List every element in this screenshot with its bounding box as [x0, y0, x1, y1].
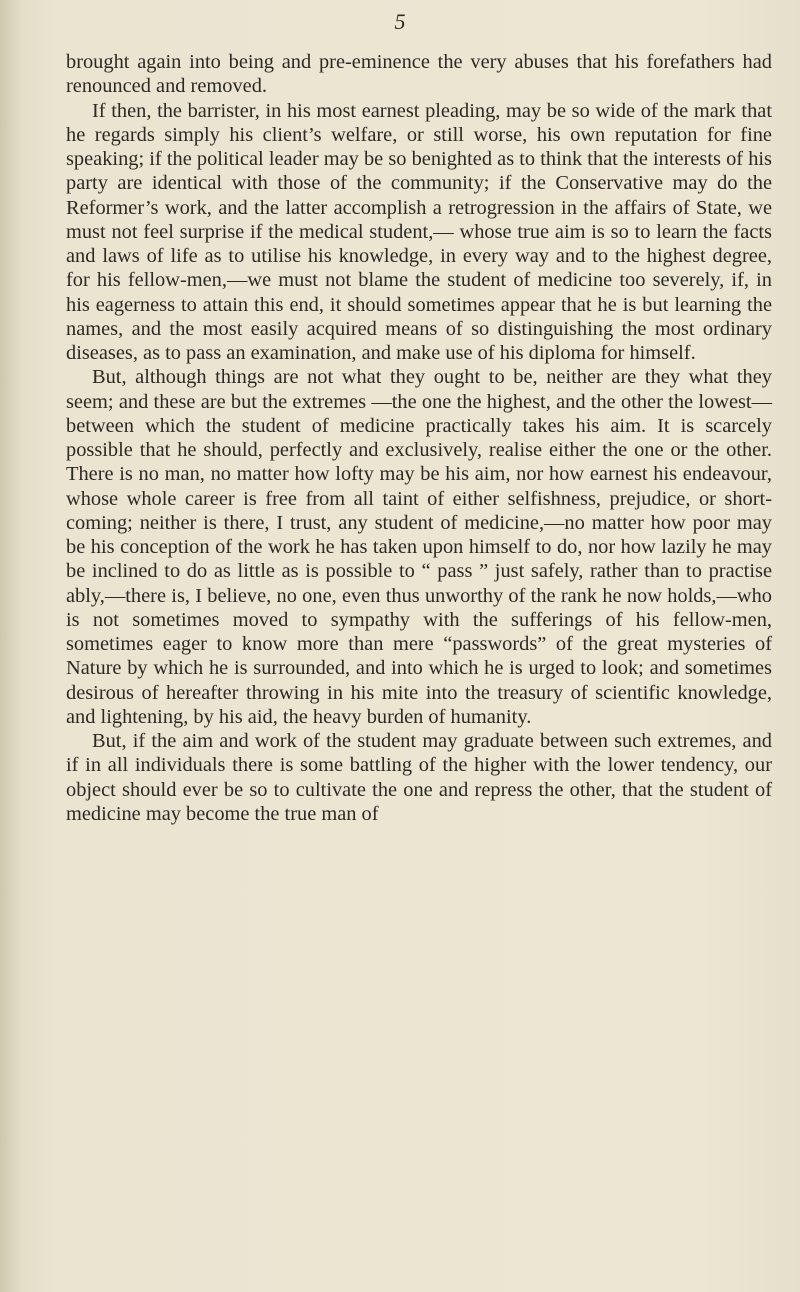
paragraph-1: brought again into being and pre-eminence the very abuses that his forefathers had renounced and removed.	[66, 51, 772, 98]
page-number: 5	[394, 9, 406, 34]
body-text	[66, 50, 772, 826]
paragraph-3: But, although things are not what they ought to be, neither are they what they seem; and these are but the extremes —the one the highest, and the other the lowest—between which the student of medicine practically takes his aim. It is scarcely possible that he should, perfectly and exclusively, realise either the one or the other. There is no man, no matter how lofty may be his aim, nor how earnest his endeavour, whose whole career is free from all taint of either selfishness, prejudice, or short-coming; neither is there, I trust, any student of medicine,—no matter how poor may be his conception of the work he has taken upon himself to do, nor how lazily he may be inclined to do as little as is possible to “ pass ” just safely, rather than to practise ably,—there is, I believe, no one, even thus unworthy of the rank he now holds,—who is not sometimes moved to sympathy with the sufferings of his fellow-men, sometimes eager to know more than mere “passwords” of the great mysteries of Nature by which he is surrounded, and into which he is urged to look; and sometimes desirous of hereafter throwing in his mite into the treasury of scientific knowledge, and lightening, by his aid, the heavy burden of humanity.	[66, 366, 772, 728]
binding-shadow	[0, 0, 22, 1292]
paragraph-2: If then, the barrister, in his most earnest pleading, may be so wide of the mark that he regards simply his client’s welfare, or still worse, his own reputation for fine speaking; if the political leader may be so benighted as to think that the interests of his party are identical with those of the community; if the Conservative may do the Reformer’s work, and the latter accomplish a retrogression in the affairs of State, we must not feel surprise if the medical student,— whose true aim is so to learn the facts and laws of life as to utilise his knowledge, in every way and to the highest degree, for his fellow-men,—we must not blame the student of medicine too severely, if, in his eagerness to attain this end, it should sometimes appear that he is but learning the names, and the most easily acquired means of so distinguishing the most ordinary diseases, as to pass an examination, and make use of his diploma for himself.	[66, 99, 772, 364]
paragraph-4: But, if the aim and work of the student may graduate between such extremes, and if in all individuals there is some battling of the higher with the lower tendency, our object should ever be so to cultivate the one and repress the other, that the student of medicine may become the true man of	[66, 730, 772, 825]
